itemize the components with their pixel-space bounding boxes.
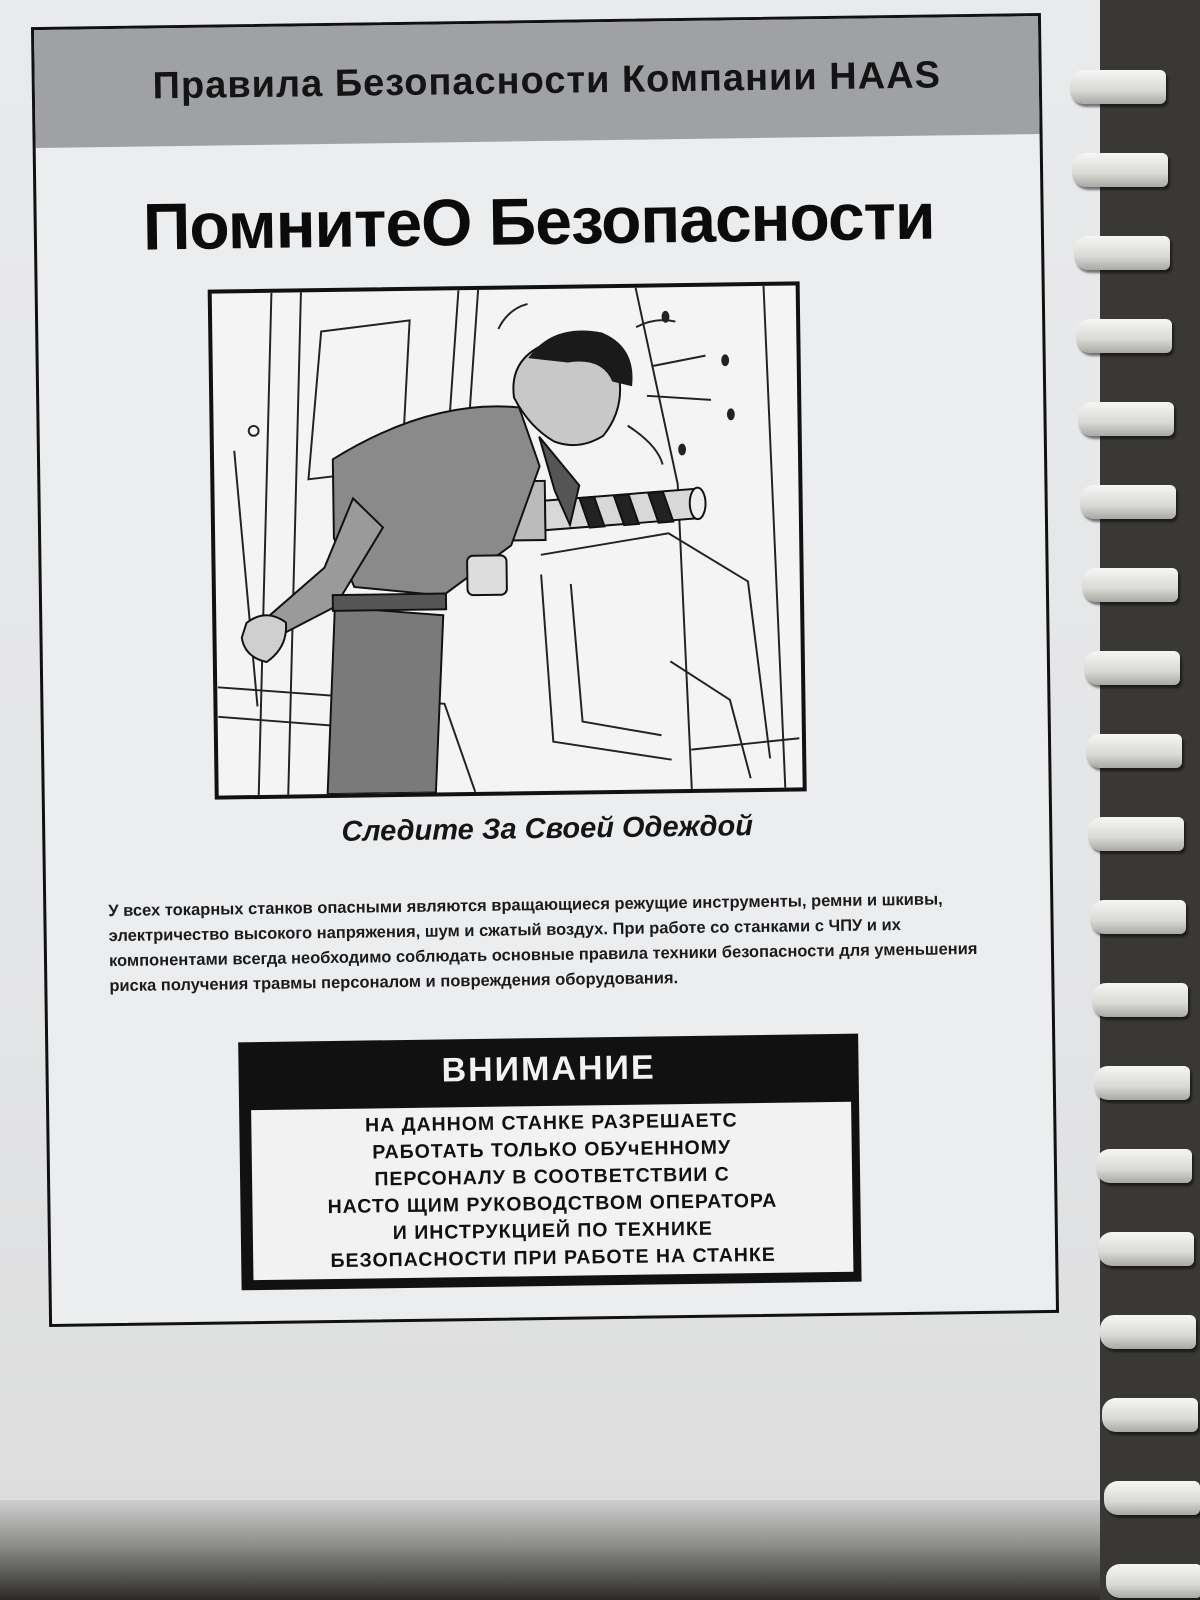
page-bottom-edge bbox=[0, 1500, 1100, 1600]
binding-coil bbox=[1080, 485, 1176, 519]
warning-text: НА ДАННОМ СТАНКЕ РАЗРЕШАЕТС РАБОТАТЬ ТОЛЬКО ОБУчЕННОМУ ПЕРСОНАЛУ В СООТВЕТСТВИИ С НАСТО ЩИМ РУКОВОДСТВОМ ОПЕРАТОРА И ИНСТРУКЦИЕЙ ПО ТЕХНИКЕ БЕЗОПАСНОСТИ ПРИ РАБОТЕ НА СТАНКЕ bbox=[327, 1109, 778, 1273]
lathe-clothing-hazard-illustration bbox=[208, 281, 807, 799]
binding-coil bbox=[1102, 1398, 1198, 1432]
binding-coil bbox=[1084, 651, 1180, 685]
binding-coil bbox=[1094, 1066, 1190, 1100]
main-heading: ПомнитеО Безопасности bbox=[142, 178, 936, 264]
binding-coil bbox=[1086, 734, 1182, 768]
binding-coil bbox=[1076, 319, 1172, 353]
warning-box bbox=[238, 1034, 861, 1291]
illustration-drawing bbox=[212, 285, 803, 795]
page-frame bbox=[31, 13, 1059, 1327]
binding-coil bbox=[1092, 983, 1188, 1017]
header-title: Правила Безопасности Компании HAAS bbox=[152, 54, 942, 108]
binding-coil bbox=[1088, 817, 1184, 851]
header-band bbox=[34, 16, 1040, 148]
binding-coil bbox=[1106, 1564, 1200, 1598]
intro-paragraph: У всех токарных станков опасными являются вращающиеся режущие инструменты, ремни и шкивы, электричество высокого напряжения, шум и сжатый воздух. При работе со станками с ЧПУ и их компонентами всегда необходимо соблюдать основные правила техники безопасности для уменьшения риска получения травмы персоналом и повреждения оборудования. bbox=[108, 890, 978, 996]
warning-title: ВНИМАНИЕ bbox=[441, 1048, 656, 1090]
binding-coil bbox=[1090, 900, 1186, 934]
binding-coil bbox=[1078, 402, 1174, 436]
illustration-caption: Следите За Своей Одеждой bbox=[341, 810, 754, 848]
spiral-binding-icon bbox=[1070, 0, 1200, 1600]
binding-coil bbox=[1096, 1149, 1192, 1183]
binding-coil bbox=[1082, 568, 1178, 602]
binding-coil bbox=[1098, 1232, 1194, 1266]
binding-coil bbox=[1070, 70, 1166, 104]
binding-coil bbox=[1072, 153, 1168, 187]
binding-coil bbox=[1104, 1481, 1200, 1515]
warning-body bbox=[251, 1102, 853, 1280]
binding-coil bbox=[1074, 236, 1170, 270]
binding-coil bbox=[1100, 1315, 1196, 1349]
